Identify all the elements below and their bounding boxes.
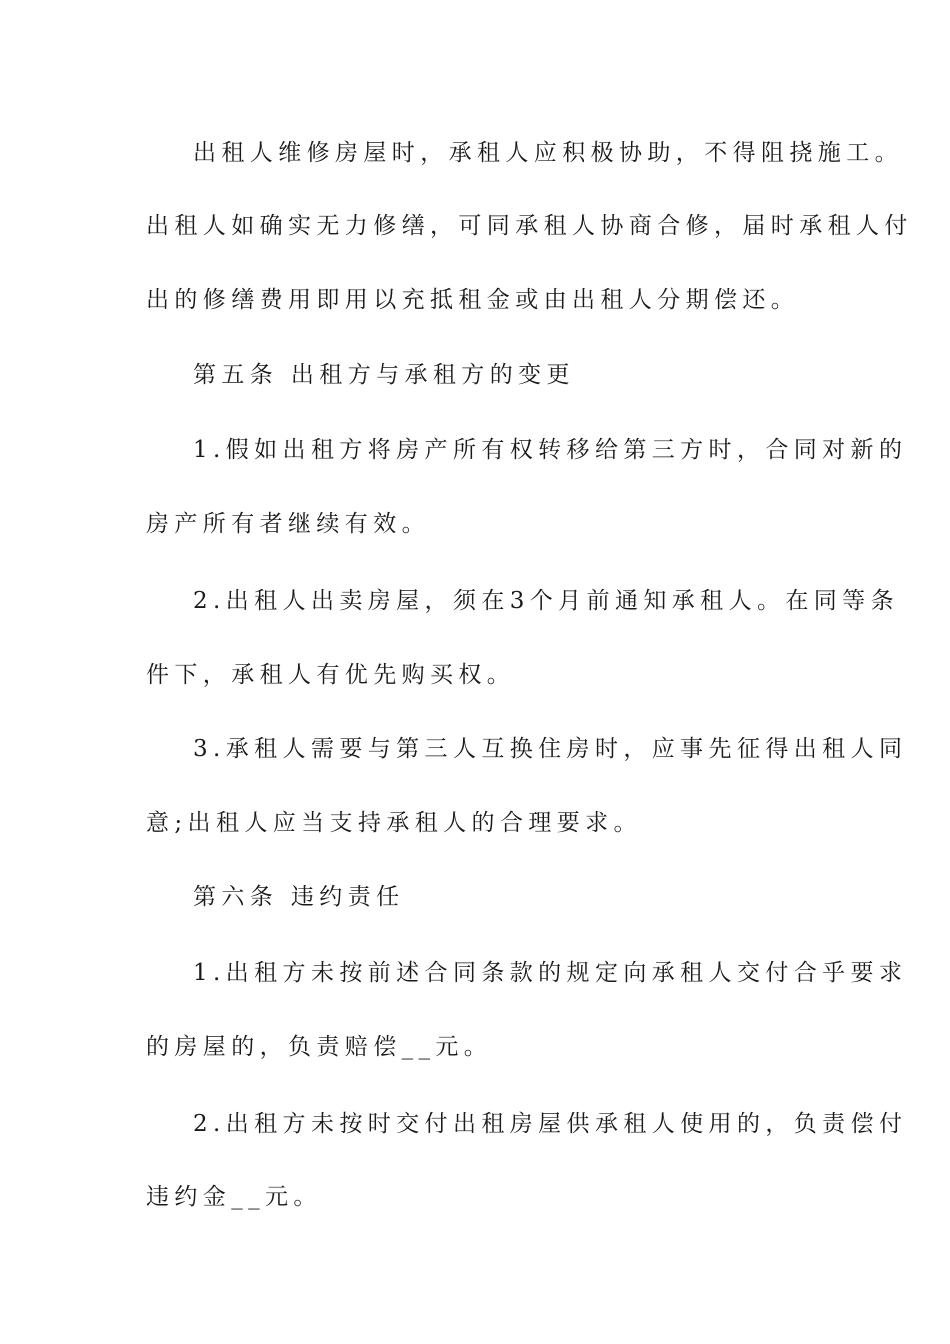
paragraph-line: 1.假如出租方将房产所有权转移给第三方时，合同对新的: [193, 437, 908, 463]
paragraph-line: 的房屋的，负责赔偿__元。: [146, 1034, 493, 1060]
section-heading: 第五条 出租方与承租方的变更: [193, 362, 575, 388]
paragraph-line: 1.出租方未按前述合同条款的规定向承租人交付合乎要求: [193, 960, 908, 986]
paragraph-line: 违约金__元。: [146, 1184, 322, 1210]
section-heading: 第六条 违约责任: [193, 884, 405, 910]
paragraph-line: 房产所有者继续有效。: [146, 511, 430, 537]
paragraph-line: 意;出租人应当支持承租人的合理要求。: [146, 810, 642, 836]
paragraph-line: 件下，承租人有优先购买权。: [146, 662, 516, 688]
paragraph-line: 3.承租人需要与第三人互换住房时，应事先征得出租人同: [193, 736, 908, 762]
paragraph-line: 出租人维修房屋时，承租人应积极协助，不得阻挠施工。: [193, 140, 903, 166]
paragraph-line: 出的修缮费用即用以充抵租金或由出租人分期偿还。: [146, 287, 800, 313]
paragraph-line: 2.出租人出卖房屋，须在3个月前通知承租人。在同等条: [193, 588, 899, 614]
paragraph-line: 2.出租方未按时交付出租房屋供承租人使用的，负责偿付: [193, 1111, 908, 1137]
paragraph-line: 出租人如确实无力修缮，可同承租人协商合修，届时承租人付: [146, 213, 913, 239]
